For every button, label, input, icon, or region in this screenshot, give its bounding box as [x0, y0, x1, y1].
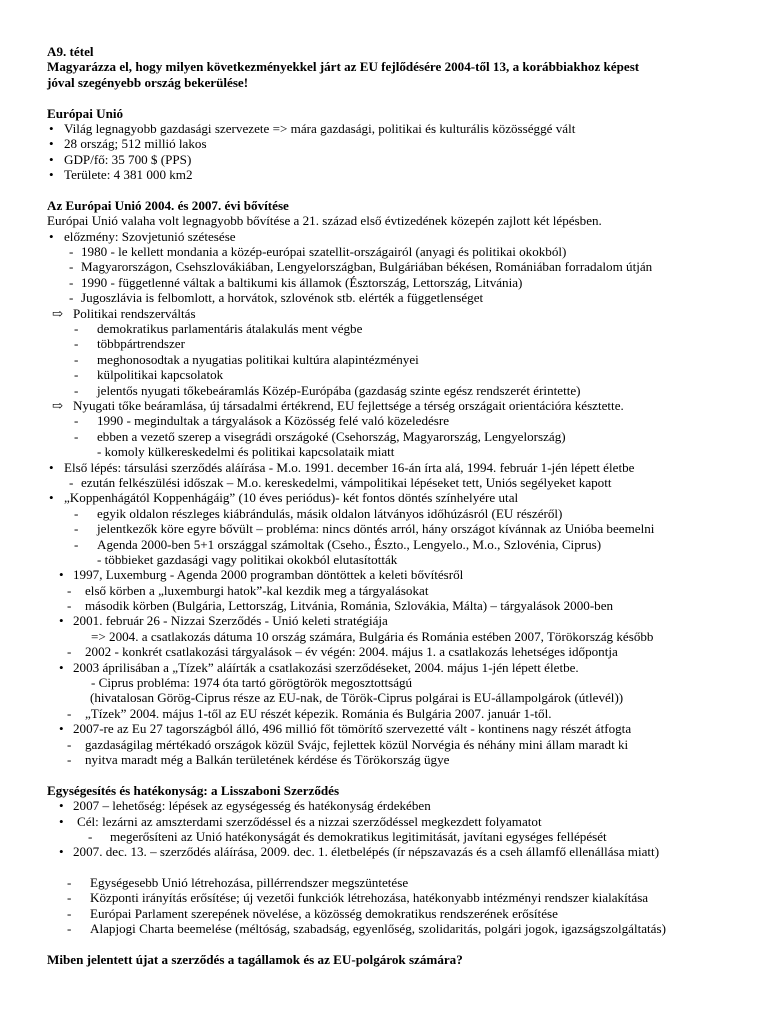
bullet-icon — [59, 660, 64, 675]
question-line-1: Magyarázza el, hogy milyen következményekkel járt az EU fejlődésére 2004-től 13, a korábbiakhoz képest — [47, 59, 640, 75]
dash-icon: - — [67, 705, 72, 721]
list-item: - Központi irányítás erősítése; új vezetői funkciók létrehozása, hatékonyabb intézményi rendszer kialakítása — [67, 890, 649, 906]
list-item: • Első lépés: társulási szerződés aláírása - M.o. 1991. december 16-án írta alá, 1994. február 1-jén lépett életbe — [47, 460, 747, 475]
section-heading-eu: Európai Unió — [47, 105, 124, 121]
dash-icon: - — [67, 905, 72, 921]
list-note: - komoly külkereskedelmi és politikai kapcsolataik miatt — [97, 444, 395, 460]
list-item: - 2002 - konkrét csatlakozási tárgyalások – év végén: 2004. május 1. a csatlakozás lehetséges időpontja — [67, 644, 618, 660]
dash-icon: - — [74, 413, 79, 429]
bullet-icon — [59, 613, 64, 628]
list-item: - meghonosodtak a nyugatias politikai kultúra alapintézményei — [74, 351, 419, 367]
dash-icon: - — [88, 828, 93, 844]
list-note: => 2004. a csatlakozás dátuma 10 ország számára, Bulgária és Románia estében 2007, Törökország később — [91, 628, 654, 644]
dash-icon: - — [74, 367, 79, 383]
list-item: • előzmény: Szovjetunió szétesése — [47, 229, 747, 244]
dash-icon: - — [67, 751, 72, 767]
list-item: - Alapjogi Charta beemelése (méltóság, szabadság, egyenlőség, szolidaritás, polgári jogok, igazságszolgáltatás) — [67, 921, 666, 937]
list-item: - nyitva maradt még a Balkán területének kérdése és Törökország ügye — [67, 751, 450, 767]
list-note: - többieket gazdasági vagy politikai okokból elutasították — [97, 551, 398, 567]
section-heading-enlargement: Az Európai Unió 2004. és 2007. évi bővítése — [47, 197, 289, 213]
list-item: - Magyarországon, Csehszlovákiában, Lengyelországban, Bulgáriában békésen, Romániában forradalom útján — [69, 259, 653, 275]
list-item: - külpolitikai kapcsolatok — [74, 367, 224, 383]
section-heading-lisbon: Egységesítés és hatékonyság: a Lisszaboni Szerződés — [47, 782, 340, 798]
list-item: - megerősíteni az Unió hatékonyságát és demokratikus legitimitását, javítani egységes fellépését — [88, 828, 607, 844]
dash-icon: - — [74, 428, 79, 444]
bullet-icon — [49, 460, 54, 475]
arrow-right-icon: ⇨ — [52, 397, 63, 413]
dash-icon: - — [74, 536, 79, 552]
bullet-icon — [59, 814, 64, 829]
bullet-icon — [49, 152, 54, 167]
dash-icon: - — [67, 921, 72, 937]
list-item: • 28 ország; 512 millió lakos — [47, 136, 747, 151]
list-item: ⇨ Nyugati tőke beáramlása, új társadalmi értékrend, EU fejlettsége a térség országait orientációra késztette. — [52, 397, 624, 413]
document-page — [47, 44, 747, 967]
list-item: - ebben a vezető szerep a visegrádi országoké (Csehország, Magyarország, Lengyelország) — [74, 428, 566, 444]
dash-icon: - — [74, 351, 79, 367]
bullet-icon — [49, 167, 54, 182]
list-item: ⇨ Politikai rendszerváltás — [52, 305, 196, 321]
question-line-2: jóval szegényebb ország bekerülése! — [47, 74, 249, 90]
bullet-icon — [59, 844, 64, 859]
list-item: - Jugoszlávia is felbomlott, a horvátok, szlovénok stb. elérték a függetlenséget — [69, 290, 484, 306]
list-note: - Ciprus probléma: 1974 óta tartó görögtörök megosztottságú — [91, 675, 413, 691]
list-item: - 1990 - megindultak a tárgyalások a Közösség felé való közeledésre — [74, 413, 450, 429]
dash-icon: - — [69, 290, 74, 306]
bullet-icon — [49, 136, 54, 151]
dash-icon: - — [74, 382, 79, 398]
dash-icon: - — [67, 582, 72, 598]
list-item: • Világ legnagyobb gazdasági szervezete => mára gazdasági, politikai és kulturális közösséggé vált — [47, 121, 747, 136]
list-item: - 1980 - le kellett mondania a közép-európai szatellit-országairól (anyagi és politikai okokból) — [69, 244, 567, 260]
dash-icon: - — [67, 736, 72, 752]
dash-icon: - — [74, 521, 79, 537]
list-item: - második körben (Bulgária, Lettország, Litvánia, Románia, Szlovákia, Málta) – tárgyalások 2000-ben — [67, 598, 614, 614]
bullet-icon — [59, 721, 64, 736]
dash-icon: - — [69, 259, 74, 275]
dash-icon: - — [74, 336, 79, 352]
list-item: - Agenda 2000-ben 5+1 országgal számoltak (Cseho., Észto., Lengyelo., M.o., Szlovénia, Ciprus) — [74, 536, 602, 552]
list-item: - egyik oldalon részleges kiábrándulás, másik oldalon látványos időhúzásról (EU részéről) — [74, 505, 563, 521]
list-item: - ezután felkészülési időszak – M.o. kereskedelmi, vámpolitikai lépéseket tett, Uniós segélyeket kapott — [69, 474, 612, 490]
bullet-icon — [59, 567, 64, 582]
arrow-right-icon: ⇨ — [52, 305, 63, 321]
list-item: - demokratikus parlamentáris átalakulás ment végbe — [74, 321, 363, 337]
closing-question: Miben jelentett újat a szerződés a tagállamok és az EU-polgárok számára? — [47, 952, 463, 968]
bullet-icon — [49, 490, 54, 505]
list-item: • 2007-re az Eu 27 tagországból álló, 496 millió főt tömörítő szervezetté vált - kontinens nagy részét átfogta — [47, 721, 747, 736]
list-item: - Európai Parlament szerepének növelése, a közösség demokratikus rendszerének erősítése — [67, 905, 558, 921]
dash-icon: - — [67, 644, 72, 660]
bullet-icon — [49, 121, 54, 136]
dash-icon: - — [74, 505, 79, 521]
list-item: • „Koppenhágától Koppenhágáig” (10 éves periódus)- két fontos döntés színhelyére utal — [47, 490, 747, 505]
dash-icon: - — [69, 274, 74, 290]
list-item: - első körben a „luxemburgi hatok”-kal kezdik meg a tárgyalásokat — [67, 582, 429, 598]
item-label: A9. tétel — [47, 44, 94, 59]
dash-icon: - — [67, 598, 72, 614]
dash-icon: - — [69, 474, 74, 490]
list-item: • 1997, Luxemburg - Agenda 2000 programban döntöttek a keleti bővítésről — [47, 567, 747, 582]
list-item: • 2007 – lehetőség: lépések az egységesség és hatékonyság érdekében — [47, 798, 747, 813]
list-item: - jelentős nyugati tőkebeáramlás Közép-Európába (gazdaság szinte egész rendszerét érintette) — [74, 382, 581, 398]
list-item: • Területe: 4 381 000 km2 — [47, 167, 747, 182]
bullet-icon — [59, 798, 64, 813]
list-item: - jelentkezők köre egyre bővült – probléma: nincs döntés arról, hány országot kívánnak az Unióba beemelni — [74, 521, 655, 537]
list-item: - Egységesebb Unió létrehozása, pillérrendszer megszüntetése — [67, 875, 409, 891]
dash-icon: - — [69, 244, 74, 260]
list-item: • 2007. dec. 13. – szerződés aláírása, 2009. dec. 1. életbelépés (ír népszavazás és a cseh államfő ellenállása miatt) — [47, 844, 747, 859]
list-item: - gazdaságilag mértékadó országok közül Svájc, fejlettek közül Norvégia és néhány mini állam maradt ki — [67, 736, 629, 752]
list-note: (hivatalosan Görög-Ciprus része az EU-nak, de Török-Ciprus polgárai is EU-állampolgárok (útlevél)) — [90, 690, 624, 706]
list-item: - „Tízek” 2004. május 1-től az EU részét képezik. Románia és Bulgária 2007. január 1-től. — [67, 705, 552, 721]
list-item: • Cél: lezárni az amszterdami szerződéssel és a nizzai szerződéssel megkezdett folyamatot — [47, 814, 747, 829]
list-item: • GDP/fő: 35 700 $ (PPS) — [47, 152, 747, 167]
dash-icon: - — [67, 890, 72, 906]
paragraph: Európai Unió valaha volt legnagyobb bővítése a 21. század első évtizedének közepén zajlott két lépésben. — [47, 213, 602, 229]
list-item: - 1990 - függetlenné váltak a baltikumi kis államok (Észtország, Lettország, Litvánia) — [69, 274, 523, 290]
dash-icon: - — [67, 875, 72, 891]
bullet-icon — [49, 229, 54, 244]
list-item: - többpártrendszer — [74, 336, 185, 352]
dash-icon: - — [74, 321, 79, 337]
list-item: • 2001. február 26 - Nizzai Szerződés - Unió keleti stratégiája — [47, 613, 747, 628]
list-item: • 2003 áprilisában a „Tízek” aláírták a csatlakozási szerződéseket, 2004. május 1-jén lépett életbe. — [47, 660, 747, 675]
